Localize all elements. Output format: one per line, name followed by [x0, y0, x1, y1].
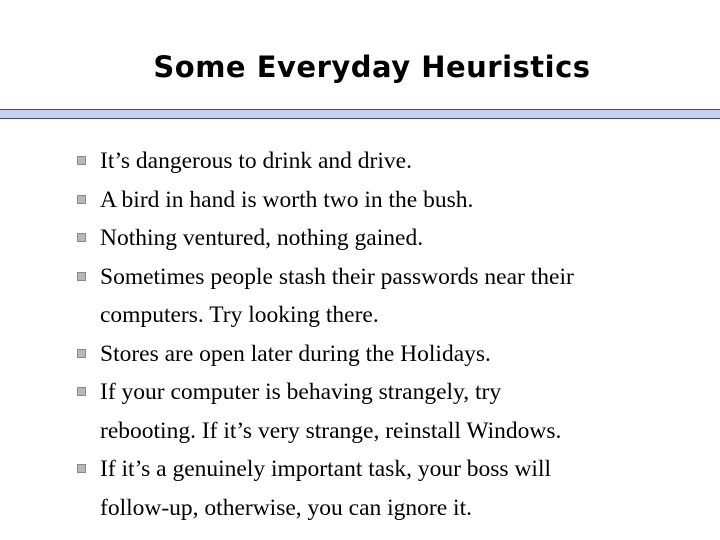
- square-bullet-icon: [77, 156, 86, 165]
- bullet-text: A bird in hand is worth two in the bush.: [100, 186, 474, 213]
- bullet-item: [0, 373, 720, 450]
- square-bullet-icon: [77, 272, 86, 281]
- bullet-text: If it’s a genuinely important task, your boss will: [100, 456, 552, 482]
- bullet-text: Stores are open later during the Holidays.: [100, 340, 491, 367]
- bullet-item: [0, 142, 720, 181]
- square-bullet-icon: [77, 464, 86, 473]
- slide-title: Some Everyday Heuristics: [153, 50, 591, 84]
- bullet-text: It’s dangerous to drink and drive.: [100, 148, 412, 174]
- bullet-text-continuation: follow-up, otherwise, you can ignore it.: [100, 494, 472, 521]
- bullet-item: [0, 258, 720, 335]
- square-bullet-icon: [77, 195, 86, 204]
- bullet-list: [0, 142, 720, 527]
- bullet-item: [0, 335, 720, 374]
- bullet-item: [0, 450, 720, 527]
- bullet-text: Sometimes people stash their passwords near their: [100, 263, 574, 290]
- bullet-text-continuation: rebooting. If it’s very strange, reinstall Windows.: [100, 417, 562, 444]
- bullet-item: [0, 219, 720, 258]
- square-bullet-icon: [77, 233, 86, 242]
- bullet-item: [0, 181, 720, 220]
- square-bullet-icon: [77, 349, 86, 358]
- bullet-text: If your computer is behaving strangely, try: [100, 379, 502, 405]
- bullet-text-continuation: computers. Try looking there.: [100, 302, 379, 328]
- bullet-text: Nothing ventured, nothing gained.: [100, 225, 424, 251]
- title-divider-bar: [0, 109, 720, 119]
- square-bullet-icon: [77, 387, 86, 396]
